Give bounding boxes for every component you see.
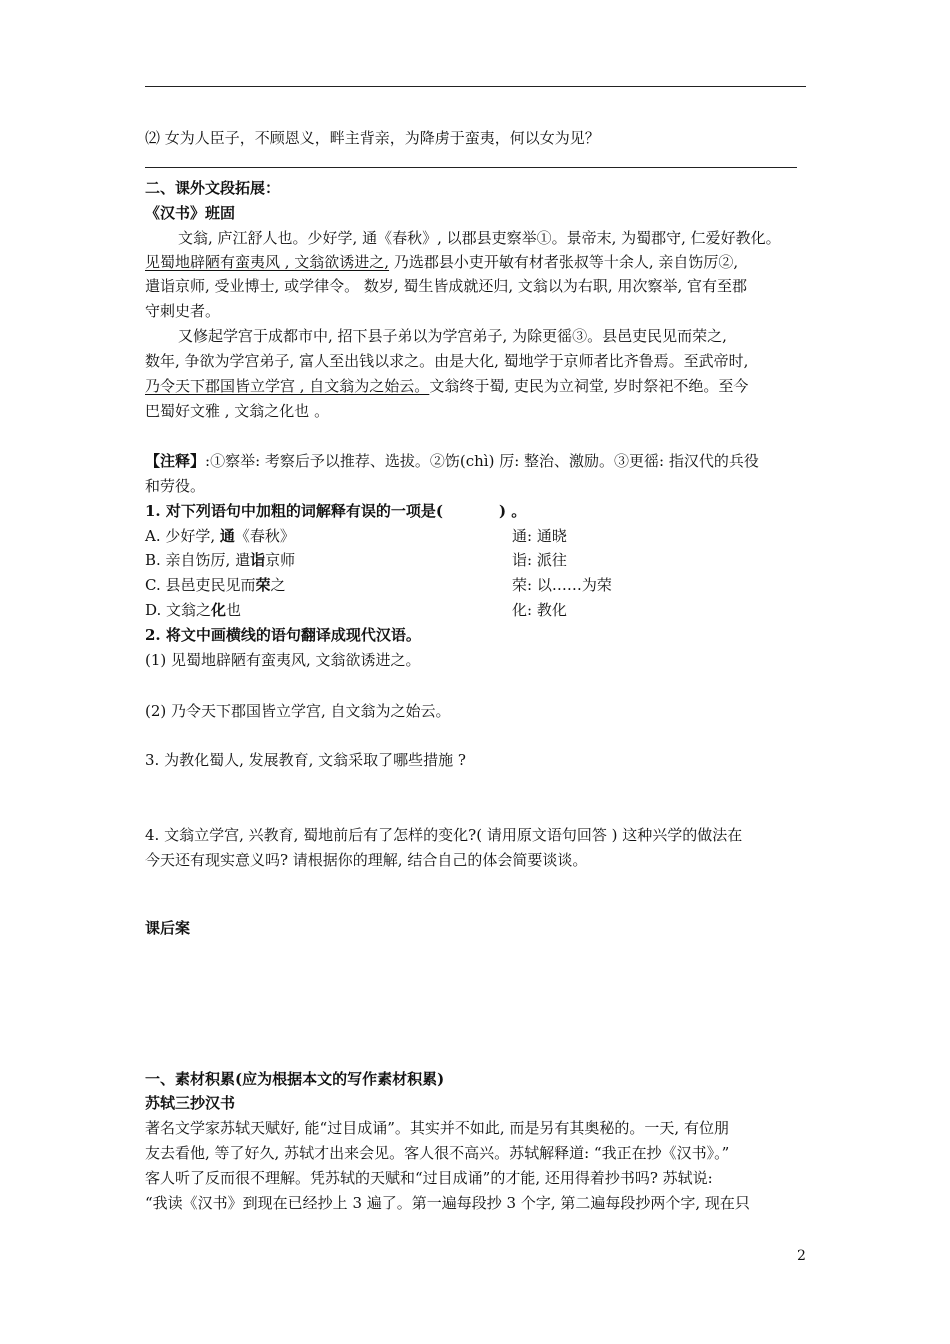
page-number: 2 — [797, 1248, 806, 1264]
bold-word: 荣 — [255, 576, 271, 594]
material-line-2: 友去看他, 等了好久, 苏轼才出来会见。客人很不高兴。苏轼解释道: “我正在抄《汉书》。” — [145, 1144, 730, 1162]
material-heading: 一、素材积累(应为根据本文的写作素材积累) — [145, 1070, 445, 1088]
option-d-gloss: 化: 教化 — [512, 601, 567, 619]
bold-word: 诣 — [250, 551, 266, 569]
passage-p1-line-4: 守刺史者。 — [145, 302, 221, 320]
bold-word: 通 — [219, 527, 235, 545]
question-2-item-1: (1) 见蜀地辟陋有蛮夷风, 文翁欲诱进之。 — [145, 651, 421, 669]
underlined-sentence-2: 乃令天下郡国皆立学宫 , 自文翁为之始云。 — [145, 377, 430, 395]
option-a: A. 少好学, 通《春秋》 — [145, 527, 295, 545]
answer-line-top — [145, 86, 806, 87]
option-c-gloss: 荣: 以……为荣 — [512, 576, 612, 594]
notes-line-1: 【注释】:①察举: 考察后予以推荐、选拔。②饬(chì) 厉: 整治、激励。③更徭: 指汉代的兵役 — [145, 452, 759, 470]
notes-label: 【注释】 — [145, 452, 206, 470]
material-line-1: 著名文学家苏轼天赋好, 能“过目成诵”。其实并不如此, 而是另有其奥秘的。一天, 有位朋 — [145, 1119, 729, 1137]
option-b: B. 亲自饬厉, 遣诣京师 — [145, 551, 296, 569]
question-2-stem: 2. 将文中画横线的语句翻译成现代汉语。 — [145, 626, 421, 644]
passage-p1-line-3: 遣诣京师, 受业博士, 或学律令。 数岁, 蜀生皆成就还归, 文翁以为右职, 用次察举, 官有至郡 — [145, 277, 747, 295]
underlined-sentence-1: 见蜀地辟陋有蛮夷风 , 文翁欲诱进之, — [145, 253, 390, 271]
passage-source: 《汉书》班固 — [145, 204, 236, 222]
question-1-stem: 1. 对下列语句中加粗的词解释有误的一项是( ) 。 — [145, 502, 527, 520]
material-line-3: 客人听了反而很不理解。凭苏轼的天赋和“过目成诵”的才能, 还用得着抄书吗? 苏轼说: — [145, 1169, 713, 1187]
passage-p2-line-4: 巴蜀好文雅 , 文翁之化也 。 — [145, 402, 330, 420]
passage-p1-line-2: 见蜀地辟陋有蛮夷风 , 文翁欲诱进之, 乃选郡县小吏开敏有材者张叔等十余人, 亲自饬厉②, — [145, 253, 739, 271]
question-4-line-1: 4. 文翁立学宫, 兴教育, 蜀地前后有了怎样的变化?( 请用原文语句回答 ) 这种兴学的做法在 — [145, 826, 743, 844]
option-c: C. 县邑吏民见而荣之 — [145, 576, 286, 594]
bold-word: 化 — [211, 601, 227, 619]
after-class-heading: 课后案 — [145, 919, 191, 937]
question-2-item-2: (2) 乃令天下郡国皆立学宫, 自文翁为之始云。 — [145, 702, 451, 720]
passage-p2-line-3: 乃令天下郡国皆立学宫 , 自文翁为之始云。文翁终于蜀, 吏民为立祠堂, 岁时祭祀不绝。至今 — [145, 377, 749, 395]
material-line-4: “我读《汉书》到现在已经抄上 3 遍了。第一遍每段抄 3 个字, 第二遍每段抄两个字, 现在只 — [145, 1194, 750, 1212]
passage-p2-line-1: 又修起学宫于成都市中, 招下县子弟以为学宫弟子, 为除更徭③。县邑吏民见而荣之, — [178, 327, 727, 345]
section-heading-extracurricular: 二、课外文段拓展： — [145, 179, 281, 197]
option-d: D. 文翁之化也 — [145, 601, 242, 619]
passage-p2-line-2: 数年, 争欲为学宫弟子, 富人至出钱以求之。由是大化, 蜀地学于京师者比齐鲁焉。至武帝时, — [145, 352, 749, 370]
previous-question-2: ⑵ 女为人臣子，不顾恩义，畔主背亲，为降虏于蛮夷，何以女为见？ — [145, 129, 600, 147]
notes-line-2: 和劳役。 — [145, 477, 206, 495]
option-a-gloss: 通: 通晓 — [512, 527, 567, 545]
answer-line — [145, 167, 797, 168]
question-3: 3. 为教化蜀人, 发展教育, 文翁采取了哪些措施 ? — [145, 751, 466, 769]
passage-p1-line-1: 文翁, 庐江舒人也。少好学, 通《春秋》, 以郡县吏察举①。景帝末, 为蜀郡守, 仁爱好教化。 — [178, 229, 781, 247]
option-b-gloss: 诣: 派往 — [512, 551, 567, 569]
material-story-title: 苏轼三抄汉书 — [145, 1094, 236, 1112]
question-4-line-2: 今天还有现实意义吗? 请根据你的理解, 结合自己的体会简要谈谈。 — [145, 851, 588, 869]
